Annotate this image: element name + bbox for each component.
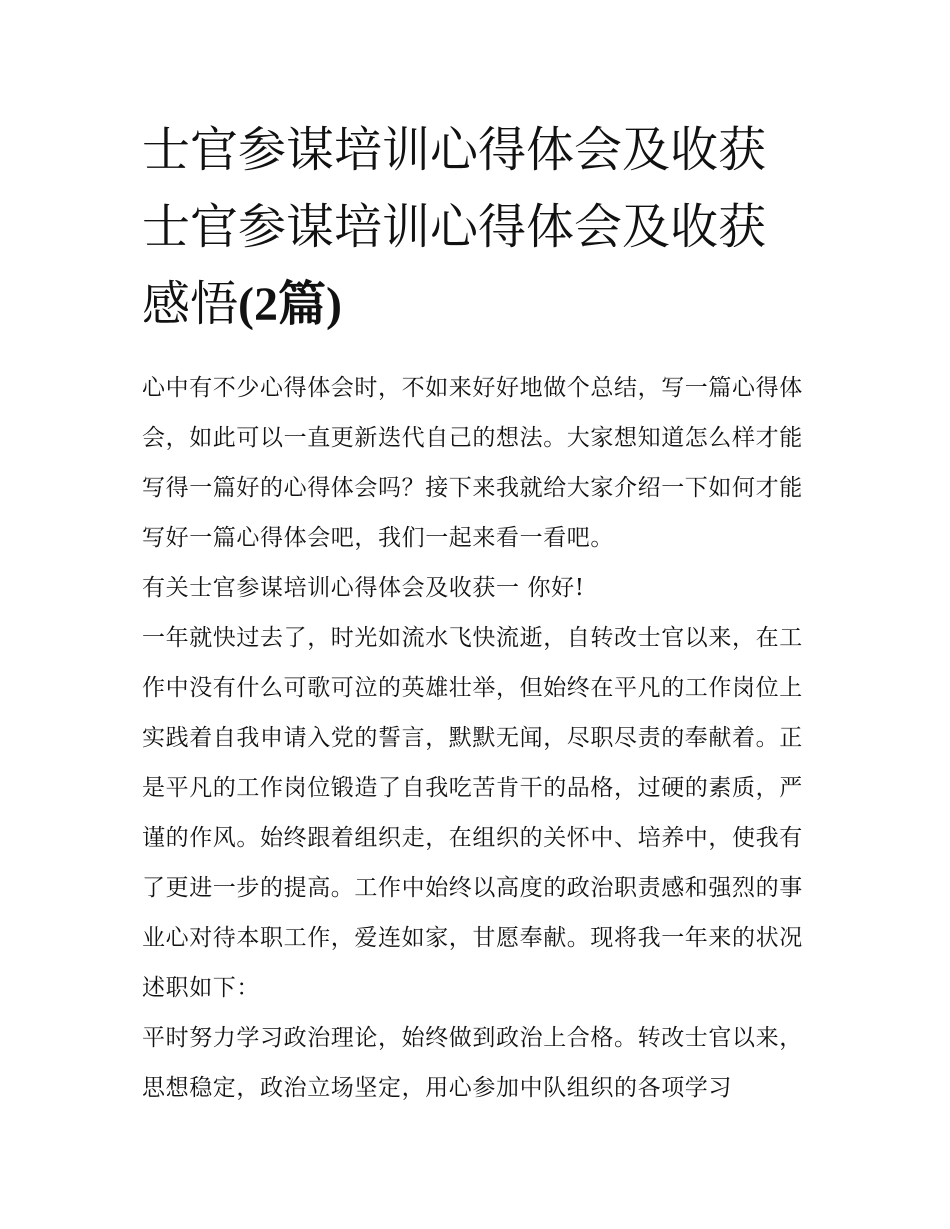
title-suffix: (2篇) xyxy=(238,278,342,331)
title-line-3 xyxy=(142,266,814,343)
title-line-1: 士官参谋培训心得体会及收获 xyxy=(142,122,767,178)
document-content xyxy=(142,112,814,1113)
intro-paragraph: 心中有不少心得体会时，不如来好好地做个总结，写一篇心得体会，如此可以一直更新迭代自己的想法。大家想知道怎么样才能写得一篇好的心得体会吗？接下来我就给大家介绍一下如何才能写好一篇心得体会吧，我们一起来看一看吧。 xyxy=(142,375,803,551)
title-line-3-text: 感悟 xyxy=(142,276,239,332)
body-paragraph-1: 一年就快过去了，时光如流水飞快流逝，自转改士官以来，在工作中没有什么可歌可泣的英雄壮举，但始终在平凡的工作岗位上实践着自我申请入党的誓言，默默无闻，尽职尽责的奉献着。正是平凡的工作岗位锻造了自我吃苦肯干的品格，过硬的素质，严谨的作风。始终跟着组织走，在组织的关怀中、培养中，使我有了更进一步的提高。工作中始终以高度的政治职责感和强烈的事业心对待本职工作，爱连如家，甘愿奉献。现将我一年来的状况述职如下： xyxy=(142,625,803,1001)
document-title xyxy=(142,112,814,343)
title-line-2: 士官参谋培训心得体会及收获 xyxy=(142,199,767,255)
section-heading-paragraph: 有关士官参谋培训心得体会及收获一 你好! xyxy=(142,575,585,601)
body-paragraph-2: 平时努力学习政治理论，始终做到政治上合格。转改士官以来，思想稳定，政治立场坚定，用心参加中队组织的各项学习 xyxy=(142,1025,803,1101)
